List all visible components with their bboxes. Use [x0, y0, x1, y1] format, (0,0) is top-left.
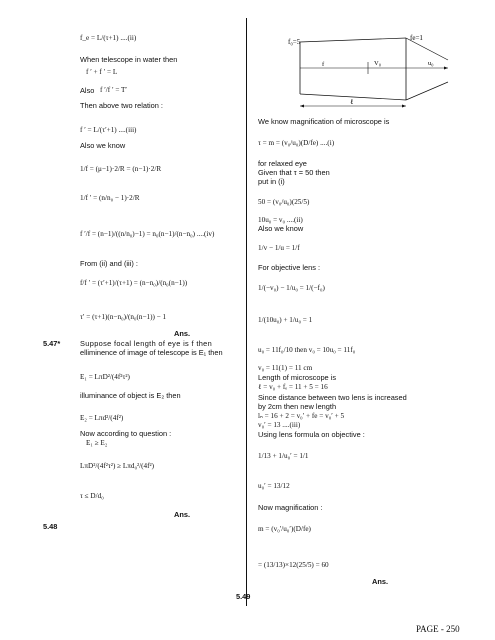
- eq-objective2: 1/(10u₀) + 1/u₀ = 1: [258, 316, 313, 324]
- eq-50: 50 = (v₀/u₀)(25/5): [258, 198, 310, 206]
- from-text: From (ii) and (iii) :: [80, 259, 138, 268]
- eq-sum: f ′ + f ′ = L: [86, 68, 118, 76]
- now-text: Now according to question :: [80, 429, 172, 438]
- question-number: 5.47*: [43, 339, 61, 348]
- eq-u0: u₀ = 11f₀/10 then v₀ = 10u₀ = 11f₀: [258, 346, 356, 354]
- column-divider: [246, 18, 247, 606]
- v0-label: V₀: [374, 60, 381, 67]
- eq-lens2: 1/f ′ = (n/n₀ − 1)·2/R: [80, 194, 140, 202]
- arrow-head: [444, 67, 448, 70]
- eq-ratio: f ′/f ′ = T′: [100, 86, 128, 94]
- eq-ratio2: f ′/f = (n−1)/((n/n₀)−1) = n₀(n−1)/(n−n₀) ....(iv): [80, 230, 215, 238]
- since-line2: by 2cm then new length: [258, 402, 337, 411]
- u0-label: u₀: [428, 60, 434, 67]
- eq-lens1: 1/f = (μ−1)·2/R = (n−1)·2/R: [80, 165, 162, 173]
- eq-fe: f_e = L/(τ+1) ....(ii): [80, 34, 137, 42]
- eq-inequality: LπD²/(4f²τ²) ≥ Lπd₀²/(4f²): [80, 462, 155, 470]
- eq-tau-le: τ ≤ D/d₀: [80, 492, 104, 500]
- eq-tau-prime: τ′ = (τ+1)(n−n₀)/(n₀(n−1)) − 1: [80, 313, 167, 321]
- length-text: Length of microscope is: [258, 373, 337, 382]
- eq-lens: 1/v − 1/u = 1/f: [258, 244, 300, 252]
- q547-line1: Suppose focal length of eye is f then: [80, 339, 213, 348]
- eq-e1: E₁ = LπD²/(4f²τ²): [80, 373, 130, 381]
- also-label: Also: [80, 86, 95, 95]
- eq-10u: 10u₀ = v₀ ....(ii): [258, 216, 303, 224]
- given-text: Given that τ = 50 then: [258, 168, 330, 177]
- question-number: 5.48: [43, 522, 58, 531]
- since-line1: Since distance between two lens is increased: [258, 393, 407, 402]
- objective-text: For objective lens :: [258, 263, 321, 272]
- eq-new-length: lₙ = 16 + 2 = v₀′ + fe = v₀′ + 5: [258, 412, 345, 420]
- answer-label: Ans.: [174, 329, 191, 338]
- fo-label: f₀=5: [288, 38, 301, 46]
- question-number: 5.49: [236, 592, 251, 601]
- arrow-head: [402, 105, 406, 108]
- above-text: Then above two relation :: [80, 101, 163, 110]
- mag-text: We know magnification of microscope is: [258, 117, 390, 126]
- eq-e2: E₂ = Lπd²/(4f²): [80, 414, 124, 422]
- eq-length: ℓ = v₀ + fₑ = 11 + 5 = 16: [258, 383, 328, 391]
- eq-fe-prime: f ′ = L/(τ′+1) ....(iii): [80, 126, 137, 134]
- ray-line: [300, 38, 406, 42]
- q547-line2: elliminence of image of telescope is E₁ then: [80, 348, 223, 357]
- now-mag-text: Now magnification :: [258, 503, 323, 512]
- answer-label: Ans.: [372, 577, 389, 586]
- eq-objective: 1/(−v₀) − 1/u₀ = 1/(−f₀): [258, 284, 325, 292]
- eq-tau-m: τ = m = (v₀/u₀)(D/fe) ....(i): [258, 139, 335, 147]
- eq-lens-formula: 1/13 + 1/u₀′ = 1/1: [258, 452, 309, 460]
- page-number: PAGE - 250: [416, 624, 460, 634]
- eq-final: = (13/13)×12(25/5) = 60: [258, 561, 329, 569]
- eq-from: f/f ′ = (τ′+1)/(τ+1) = (n−n₀)/(n₀(n−1)): [80, 279, 188, 287]
- length-label: ℓ: [350, 98, 354, 106]
- eq-magnification: m = (v₀′/u₀′)(D/fe): [258, 525, 311, 533]
- microscope-diagram: [282, 30, 454, 112]
- putin-text: put in (i): [258, 177, 285, 186]
- fe-label: fe=1: [410, 34, 423, 42]
- fo-mark: f: [322, 61, 325, 68]
- eq-e1-e2: E₁ ≥ E₂: [86, 439, 108, 447]
- lens-objective-text: Using lens formula on objective :: [258, 430, 365, 439]
- also-know: Also we know: [258, 224, 304, 233]
- also-know: Also we know: [80, 141, 126, 150]
- eq-u0-prime: u₀′ = 13/12: [258, 482, 290, 490]
- eq-v0: v₀ = 11(1) = 11 cm: [258, 364, 313, 372]
- ray-line: [406, 82, 448, 100]
- illum-text: illuminance of object is E₂ then: [80, 391, 181, 400]
- eq-v0-prime: v₀′ = 13 ....(iii): [258, 421, 301, 429]
- relaxed-text: for relaxed eye: [258, 159, 307, 168]
- water-text: When telescope in water then: [80, 55, 178, 64]
- arrow-head: [300, 105, 304, 108]
- answer-label: Ans.: [174, 510, 191, 519]
